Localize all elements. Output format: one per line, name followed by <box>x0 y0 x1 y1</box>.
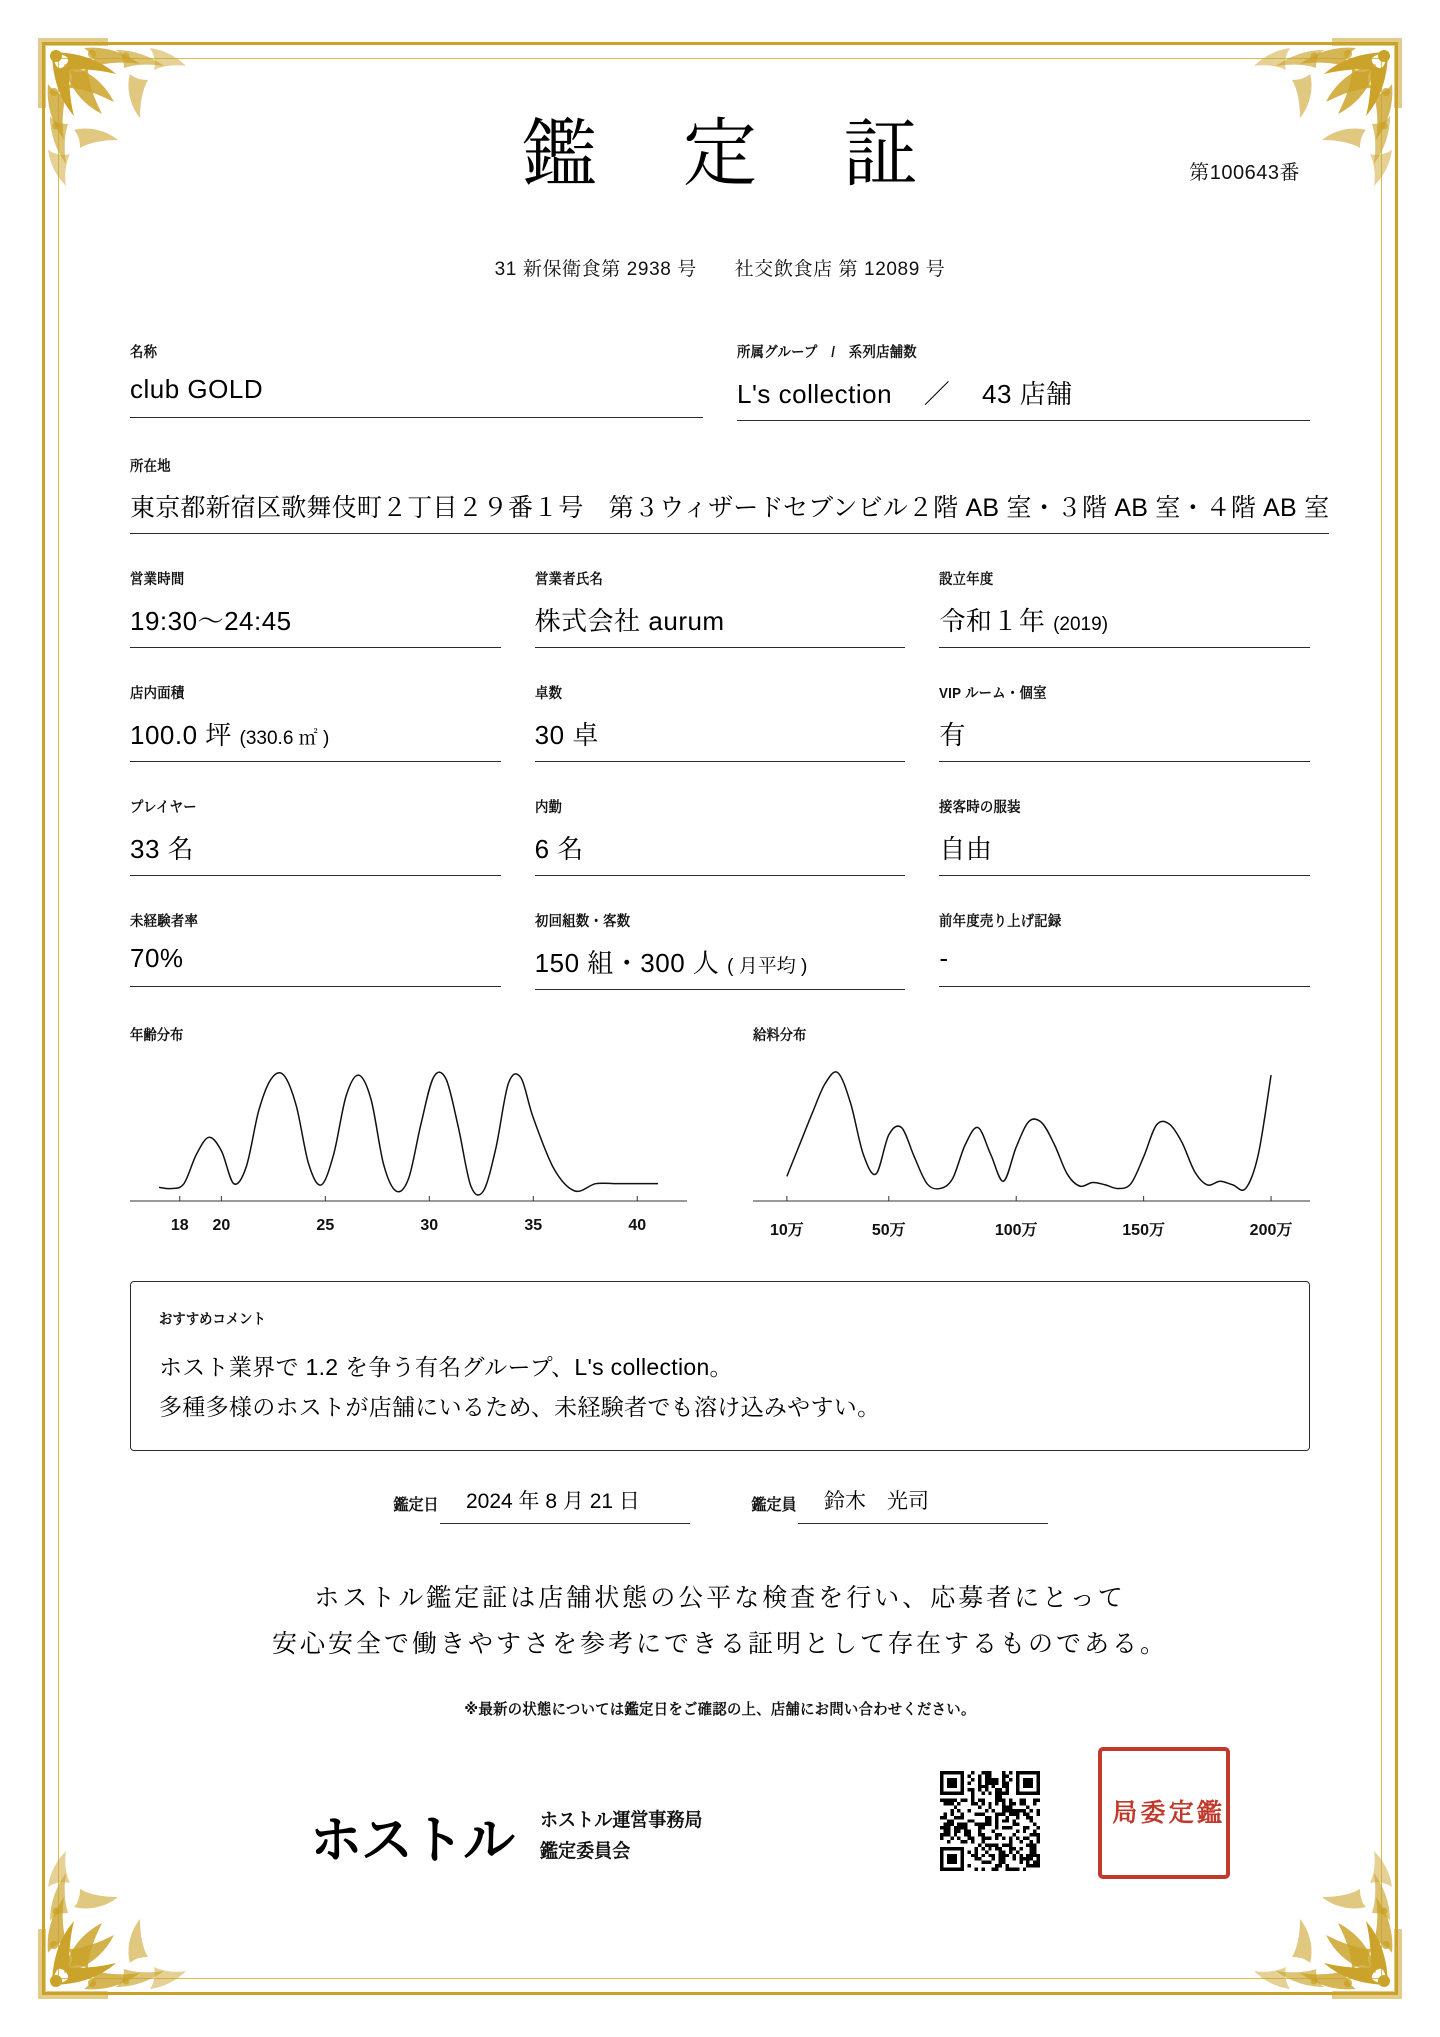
field-founded <box>939 568 1310 648</box>
field-tables <box>535 682 906 762</box>
brand-logo: ホストル <box>310 1812 515 1870</box>
license-numbers <box>130 254 1310 281</box>
official-seal <box>1098 1747 1230 1879</box>
field-group <box>737 341 1310 421</box>
field-address-label: 所在地 <box>130 459 171 475</box>
field-operator-label: 営業者氏名 <box>534 572 603 588</box>
signature-date-label: 鑑定日 <box>393 1497 439 1514</box>
statement-line-2: 安心安全で働きやすさを参考にできる証明として存在するものである。 <box>271 1631 1168 1658</box>
chart-age-axis-labels <box>130 1217 687 1243</box>
group-name: L's collection <box>737 379 893 409</box>
seal-column-4: 鑑 <box>1193 1799 1221 1827</box>
field-first-visit-label: 初回組数・客数 <box>534 914 630 930</box>
founded-western-year: (2019) <box>1053 614 1109 635</box>
chart-age-title: 年齢分布 <box>130 1028 184 1044</box>
field-address <box>130 455 1329 534</box>
field-hours-value: 19:30〜24:45 <box>130 601 501 648</box>
field-internal-staff-value: 6 名 <box>535 829 906 876</box>
field-row-hours <box>130 568 1310 648</box>
comment-label: おすすめコメント <box>159 1312 266 1328</box>
footer <box>130 1753 1310 1873</box>
signature-inspector <box>750 1485 1048 1524</box>
axis-tick-label: 30 <box>420 1217 439 1234</box>
field-row-name-group <box>130 341 1310 421</box>
chart-salary-distribution <box>753 1024 1310 1243</box>
field-address-value: 東京都新宿区歌舞伎町２丁目２９番１号 第３ウィザードセブンビル２階 AB 室・３階 AB 室・４階 AB 室 <box>130 488 1329 534</box>
field-dress-code-label: 接客時の服装 <box>939 800 1022 816</box>
certificate-statement <box>130 1576 1310 1668</box>
field-internal-staff-label: 内勤 <box>534 800 562 816</box>
field-name <box>130 341 703 421</box>
seal-column-1: 局 <box>1108 1799 1136 1827</box>
axis-tick-label: 35 <box>524 1217 543 1234</box>
axis-tick-label: 10万 <box>769 1222 804 1239</box>
field-operator-value: 株式会社 aurum <box>535 601 906 648</box>
chart-salary-title: 給料分布 <box>753 1028 807 1044</box>
signature-date-value: 2024 年 8 月 21 日 <box>440 1485 690 1524</box>
brand-org-line-1: ホストル運営事務局 <box>540 1809 703 1831</box>
field-vip-label: VIP ルーム・個室 <box>939 686 1048 702</box>
first-visit-note: ( 月平均 ) <box>727 956 808 977</box>
field-hours-label: 営業時間 <box>130 572 185 588</box>
axis-tick-label: 100万 <box>994 1222 1038 1239</box>
certificate-disclaimer: ※最新の状態については鑑定日をご確認の上、店舗にお問い合わせください。 <box>464 1701 976 1718</box>
field-prev-sales-label: 前年度売り上げ記録 <box>939 914 1062 930</box>
license-number-2: 社交飲食店 第 12089 号 <box>734 259 946 280</box>
field-row-staff <box>130 796 1310 876</box>
field-vip-value: 有 <box>939 715 1310 762</box>
field-vip <box>939 682 1310 762</box>
distribution-charts <box>130 1024 1310 1243</box>
field-area-value <box>130 715 501 762</box>
field-operator <box>535 568 906 648</box>
field-name-value: club GOLD <box>130 374 703 418</box>
page-title: 鑑 定 証 <box>522 114 952 196</box>
seal-column-2: 委 <box>1137 1799 1164 1827</box>
field-prev-sales <box>939 910 1310 990</box>
field-row-area <box>130 682 1310 762</box>
chart-salary-plot <box>753 1055 1310 1215</box>
field-row-address <box>130 455 1330 534</box>
brand-org-line-2: 鑑定委員会 <box>540 1840 631 1862</box>
field-tables-label: 卓数 <box>534 686 562 702</box>
field-inexperienced-rate-label: 未経験者率 <box>130 914 199 930</box>
qr-code-icon <box>940 1771 1040 1871</box>
area-tsubo: 100.0 坪 <box>130 720 232 750</box>
field-prev-sales-value: - <box>939 943 1310 987</box>
comment-line-2: 多種多様のホストが店舗にいるため、未経験者でも溶け込みやすい。 <box>159 1394 881 1420</box>
founded-era: 令和１年 <box>939 606 1046 636</box>
field-players-label: プレイヤー <box>130 800 197 816</box>
chart-age-distribution <box>130 1024 687 1243</box>
field-group-label: 所属グループ / 系列店舗数 <box>737 345 917 361</box>
group-store-count: 43 店舗 <box>982 379 1073 409</box>
brand-org-text <box>540 1805 702 1867</box>
field-inexperienced-rate <box>130 910 501 990</box>
axis-tick-label: 200万 <box>1249 1222 1293 1239</box>
license-number-1: 31 新保衛食第 2938 号 <box>494 259 697 280</box>
field-players <box>130 796 501 876</box>
statement-line-1: ホストル鑑定証は店舗状態の公平な検査を行い、応募者にとって <box>314 1585 1126 1612</box>
field-area-label: 店内面積 <box>130 686 185 702</box>
field-players-value: 33 名 <box>130 829 501 876</box>
field-internal-staff <box>535 796 906 876</box>
field-founded-value <box>939 601 1310 648</box>
brand-block <box>310 1798 711 1873</box>
first-visit-counts: 150 組・300 人 <box>534 948 720 978</box>
comment-line-1: ホスト業界で 1.2 を争う有名グループ、L's collection。 <box>159 1354 733 1380</box>
field-founded-label: 設立年度 <box>939 572 994 588</box>
field-dress-code-value: 自由 <box>939 829 1310 876</box>
signature-row <box>130 1485 1310 1524</box>
signature-inspector-label: 鑑定員 <box>751 1497 797 1514</box>
axis-tick-label: 18 <box>170 1217 189 1234</box>
field-grid <box>130 341 1330 990</box>
group-slash: ／ <box>923 379 951 409</box>
axis-tick-label: 20 <box>212 1217 231 1234</box>
field-row-stats <box>130 910 1310 990</box>
area-sqm: (330.6 ㎡ ) <box>239 728 330 749</box>
chart-salary-axis-labels <box>753 1217 1310 1243</box>
field-first-visit <box>535 910 906 990</box>
chart-age-plot <box>130 1055 687 1215</box>
axis-tick-label: 40 <box>628 1217 647 1234</box>
field-group-value <box>737 374 1310 421</box>
field-dress-code <box>939 796 1310 876</box>
signature-inspector-value: 鈴木 光司 <box>798 1485 1048 1524</box>
certificate-content <box>130 100 1330 1873</box>
signature-date <box>392 1485 690 1524</box>
field-tables-value: 30 卓 <box>535 715 906 762</box>
field-inexperienced-rate-value: 70% <box>130 943 501 987</box>
recommendation-comment-box <box>130 1281 1310 1451</box>
field-area <box>130 682 501 762</box>
axis-tick-label: 25 <box>316 1217 335 1234</box>
field-name-label: 名称 <box>130 345 158 361</box>
field-first-visit-value <box>535 943 906 990</box>
axis-tick-label: 150万 <box>1122 1222 1165 1239</box>
certificate-number: 第100643番 <box>1189 162 1300 184</box>
field-hours <box>130 568 501 648</box>
title-row <box>130 100 1310 220</box>
axis-tick-label: 50万 <box>871 1222 906 1239</box>
seal-column-3: 定 <box>1165 1799 1193 1827</box>
